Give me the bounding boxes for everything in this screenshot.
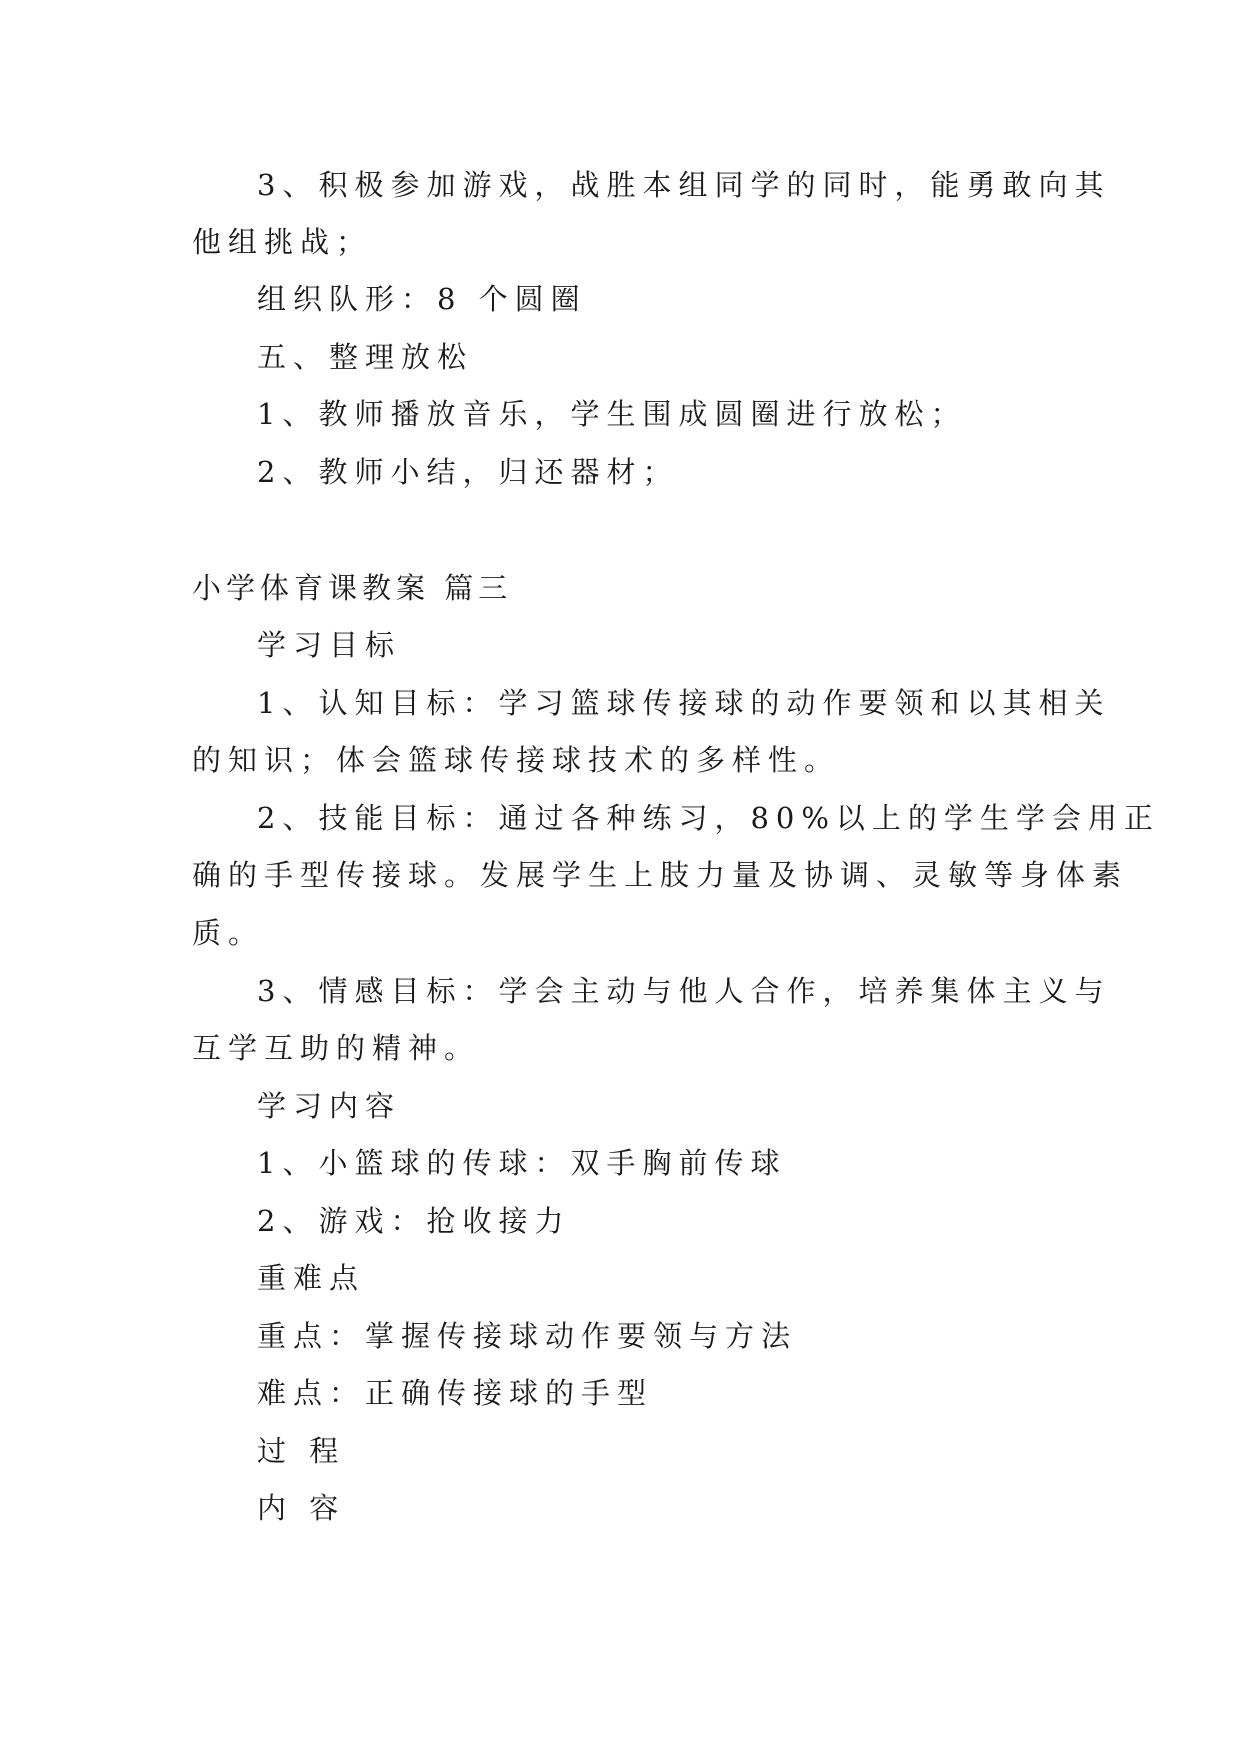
paragraph-line: 重点：掌握传接球动作要领与方法 bbox=[257, 1319, 798, 1353]
paragraph-line: 1、教师播放音乐，学生围成圆圈进行放松； bbox=[257, 397, 967, 431]
section-heading: 学习内容 bbox=[257, 1089, 402, 1123]
paragraph-line: 1、小篮球的传球：双手胸前传球 bbox=[257, 1146, 787, 1180]
paragraph-line: 2、技能目标：通过各种练习，80%以上的学生学会用正 bbox=[257, 801, 1160, 835]
paragraph-line: 2、游戏：抢收接力 bbox=[257, 1204, 571, 1238]
paragraph-line: 1、认知目标：学习篮球传接球的动作要领和以其相关 bbox=[257, 686, 1111, 720]
paragraph-line: 确的手型传接球。发展学生上肢力量及协调、灵敏等身体素 bbox=[192, 858, 1129, 892]
paragraph-line: 难点：正确传接球的手型 bbox=[257, 1376, 654, 1410]
section-heading: 五、整理放松 bbox=[257, 340, 474, 374]
section-heading: 学习目标 bbox=[257, 628, 402, 662]
paragraph-line: 2、教师小结，归还器材； bbox=[257, 455, 679, 489]
section-heading: 过 程 bbox=[257, 1434, 346, 1468]
paragraph-line: 的知识；体会篮球传接球技术的多样性。 bbox=[192, 743, 841, 777]
paragraph-line: 3、情感目标：学会主动与他人合作，培养集体主义与 bbox=[257, 974, 1111, 1008]
section-heading: 内 容 bbox=[257, 1491, 346, 1525]
paragraph-line: 互学互助的精神。 bbox=[192, 1031, 481, 1065]
section-heading: 重难点 bbox=[257, 1261, 366, 1295]
document-title: 小学体育课教案 篇三 bbox=[192, 571, 513, 605]
paragraph-line: 质。 bbox=[192, 916, 265, 950]
paragraph-line: 3、积极参加游戏，战胜本组同学的同时，能勇敢向其 bbox=[257, 168, 1111, 202]
paragraph-line: 他组挑战； bbox=[192, 225, 373, 259]
paragraph-line: 组织队形：8 个圆圈 bbox=[257, 282, 587, 316]
